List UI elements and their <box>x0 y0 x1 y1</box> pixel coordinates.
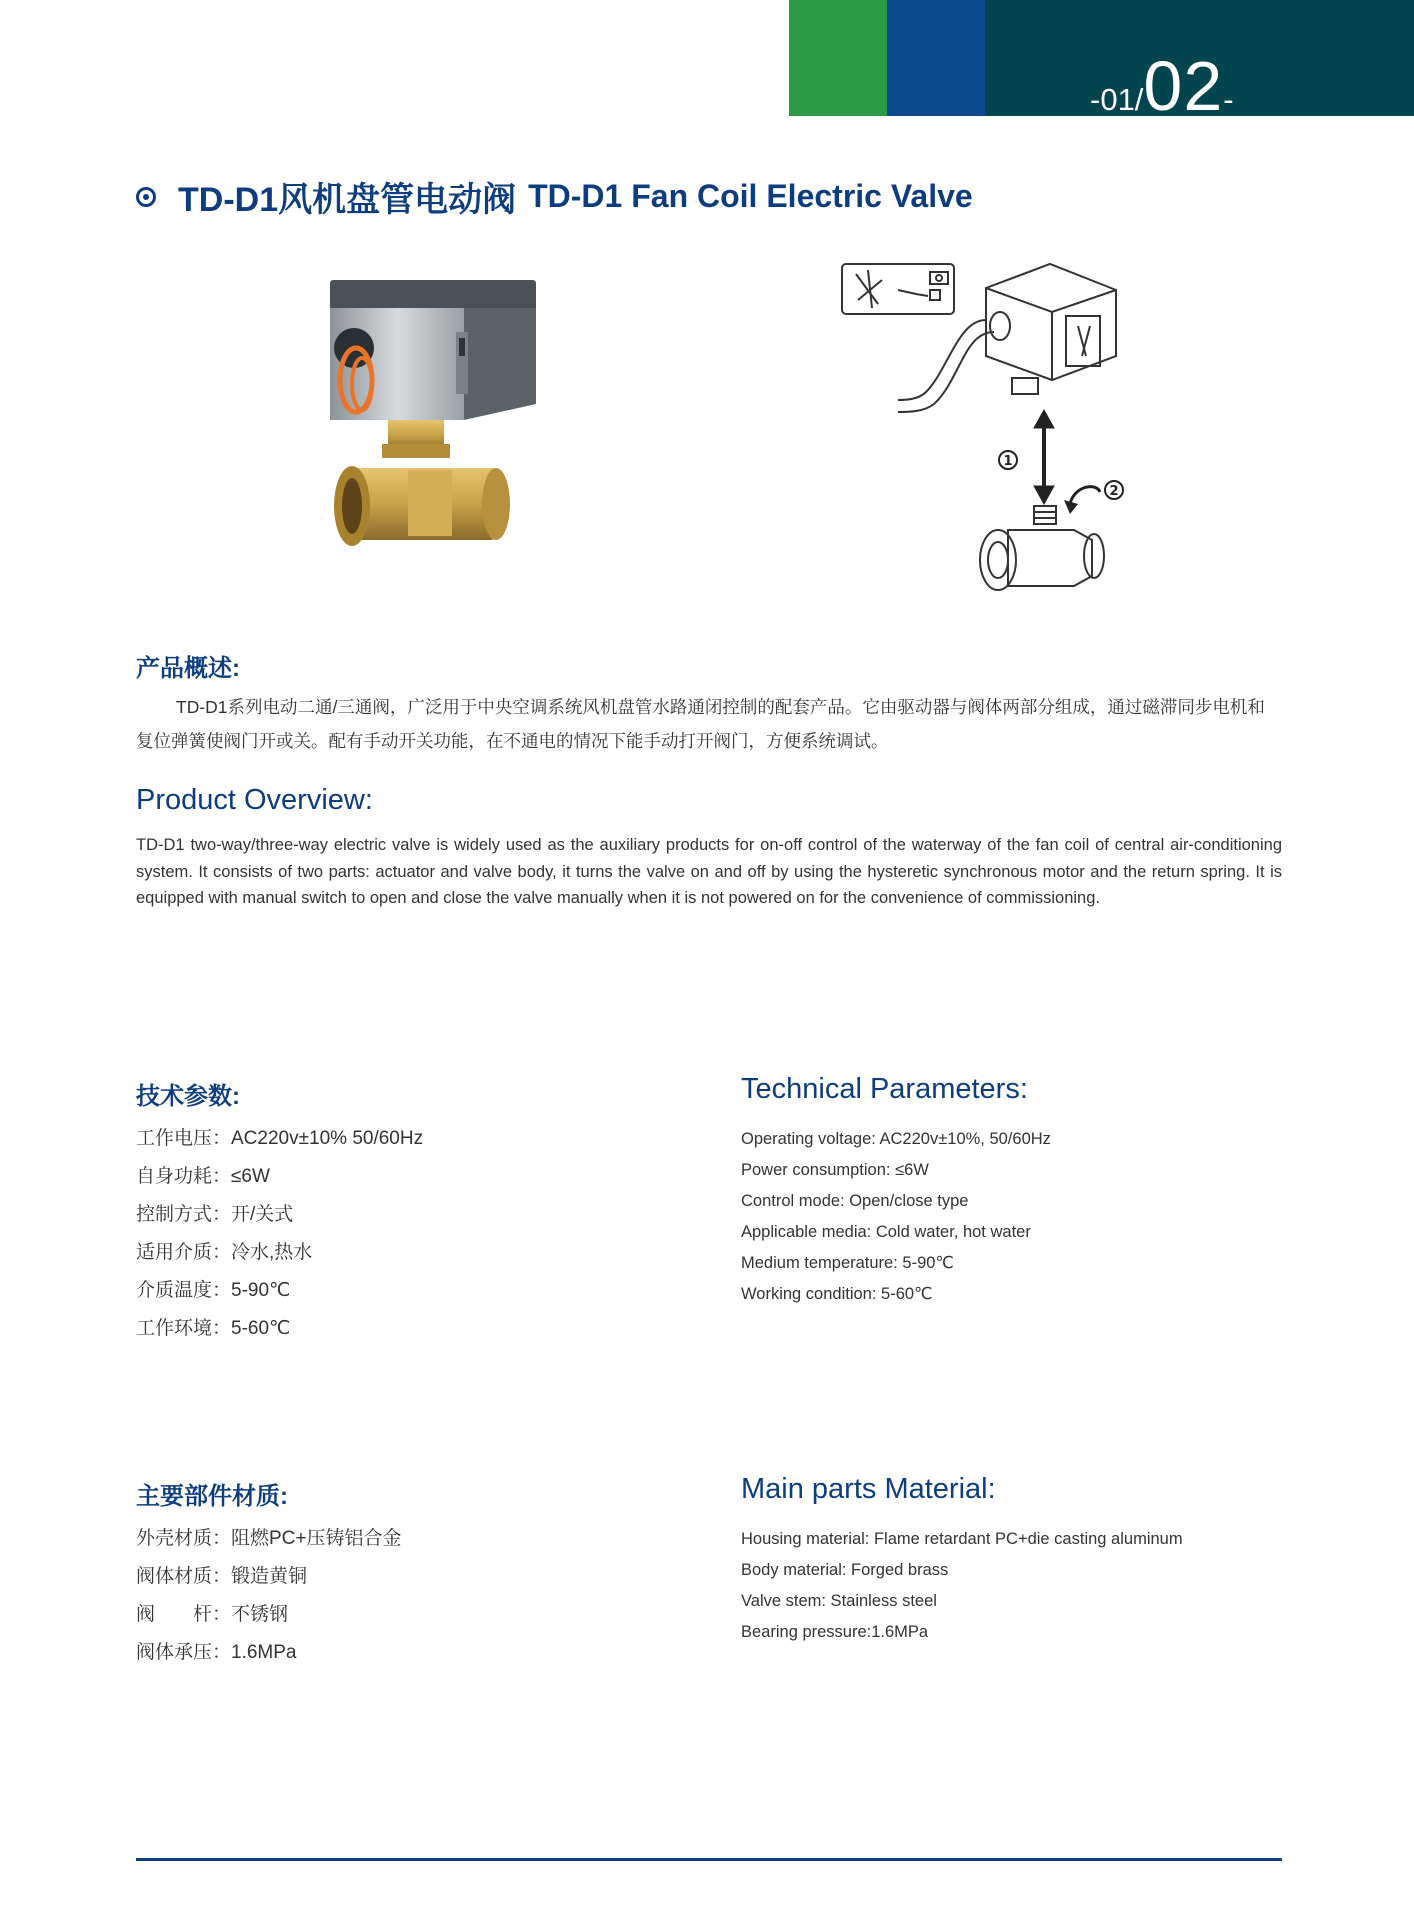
title-en: TD-D1 Fan Coil Electric Valve <box>528 178 973 214</box>
page-title <box>136 172 973 221</box>
page-number-prefix: -01/ <box>1090 82 1144 117</box>
diagram-step-1: 1 <box>1003 454 1013 469</box>
page-number-current: 02 <box>1143 47 1224 125</box>
material-item-cn: 外壳材质：阻燃PC+压铸铝合金 <box>136 1528 402 1549</box>
spec-item-en: Power consumption: ≤6W <box>741 1161 929 1179</box>
material-item-cn: 阀 杆：不锈钢 <box>136 1604 289 1625</box>
materials-list-en <box>741 1524 1183 1648</box>
tech-params-list-en <box>741 1124 1051 1310</box>
spec-item-en: Control mode: Open/close type <box>741 1192 969 1210</box>
spec-item-cn: 工作环境：5-60℃ <box>136 1318 291 1339</box>
overview-text-cn: TD-D1系列电动二通/三通阀，广泛用于中央空调系统风机盘管水路通闭控制的配套产品。它由驱动器与阀体两部分组成，通过磁滞同步电机和复位弹簧使阀门开或关。配有手动开关功能，在不通电的情况下能手动打开阀门，方便系统调试。 <box>136 697 1265 751</box>
materials-heading-en: Main parts Material: <box>741 1473 996 1505</box>
valve-photo <box>326 272 548 588</box>
material-item-cn: 阀体材质：锻造黄铜 <box>136 1566 308 1587</box>
tech-params-heading-cn: 技术参数: <box>136 1083 240 1110</box>
installation-diagram <box>838 260 1138 600</box>
header-band-green <box>789 0 887 116</box>
overview-heading-cn: 产品概述: <box>136 655 240 682</box>
spec-item-cn: 适用介质：冷水,热水 <box>136 1242 313 1263</box>
material-item-en: Body material: Forged brass <box>741 1561 949 1579</box>
material-item-en: Bearing pressure:1.6MPa <box>741 1623 929 1641</box>
overview-text-en: TD-D1 two-way/three-way electric valve is widely used as the auxiliary products for on-off control of the waterway of the fan coil of central air-conditioning system. It consists of two parts: actuator and valve body, it turns the valve on and off by using the hysteretic synchronous motor and the return spring. It is equipped with manual switch to open and close the valve manually when it is not powered on for the convenience of commissioning. <box>136 836 1282 907</box>
spec-item-en: Medium temperature: 5-90℃ <box>741 1254 954 1272</box>
title-bullet-icon <box>136 187 156 207</box>
page-number <box>1090 46 1234 126</box>
spec-item-en: Applicable media: Cold water, hot water <box>741 1223 1031 1241</box>
tech-params-heading-en: Technical Parameters: <box>741 1073 1028 1105</box>
footer-divider <box>136 1858 1282 1861</box>
spec-item-cn: 介质温度：5-90℃ <box>136 1280 291 1301</box>
materials-heading-cn: 主要部件材质: <box>136 1483 288 1510</box>
spec-item-en: Operating voltage: AC220v±10%, 50/60Hz <box>741 1130 1051 1148</box>
tech-params-list-cn <box>136 1120 423 1348</box>
valve-photo-icon <box>326 272 548 588</box>
spec-item-cn: 工作电压：AC220v±10% 50/60Hz <box>136 1128 424 1149</box>
header-band-blue <box>887 0 985 116</box>
overview-heading-en: Product Overview: <box>136 784 373 816</box>
title-cn: TD-D1风机盘管电动阀 <box>178 181 517 219</box>
installation-diagram-icon <box>838 260 1138 600</box>
spec-item-cn: 自身功耗：≤6W <box>136 1166 270 1187</box>
spec-item-cn: 控制方式：开/关式 <box>136 1204 294 1225</box>
material-item-en: Valve stem: Stainless steel <box>741 1592 937 1610</box>
spec-item-en: Working condition: 5-60℃ <box>741 1285 933 1303</box>
diagram-step-2: 2 <box>1109 484 1119 499</box>
page-number-suffix: - <box>1223 82 1234 117</box>
material-item-en: Housing material: Flame retardant PC+die casting aluminum <box>741 1530 1183 1548</box>
materials-list-cn <box>136 1520 402 1672</box>
material-item-cn: 阀体承压：1.6MPa <box>136 1642 297 1663</box>
